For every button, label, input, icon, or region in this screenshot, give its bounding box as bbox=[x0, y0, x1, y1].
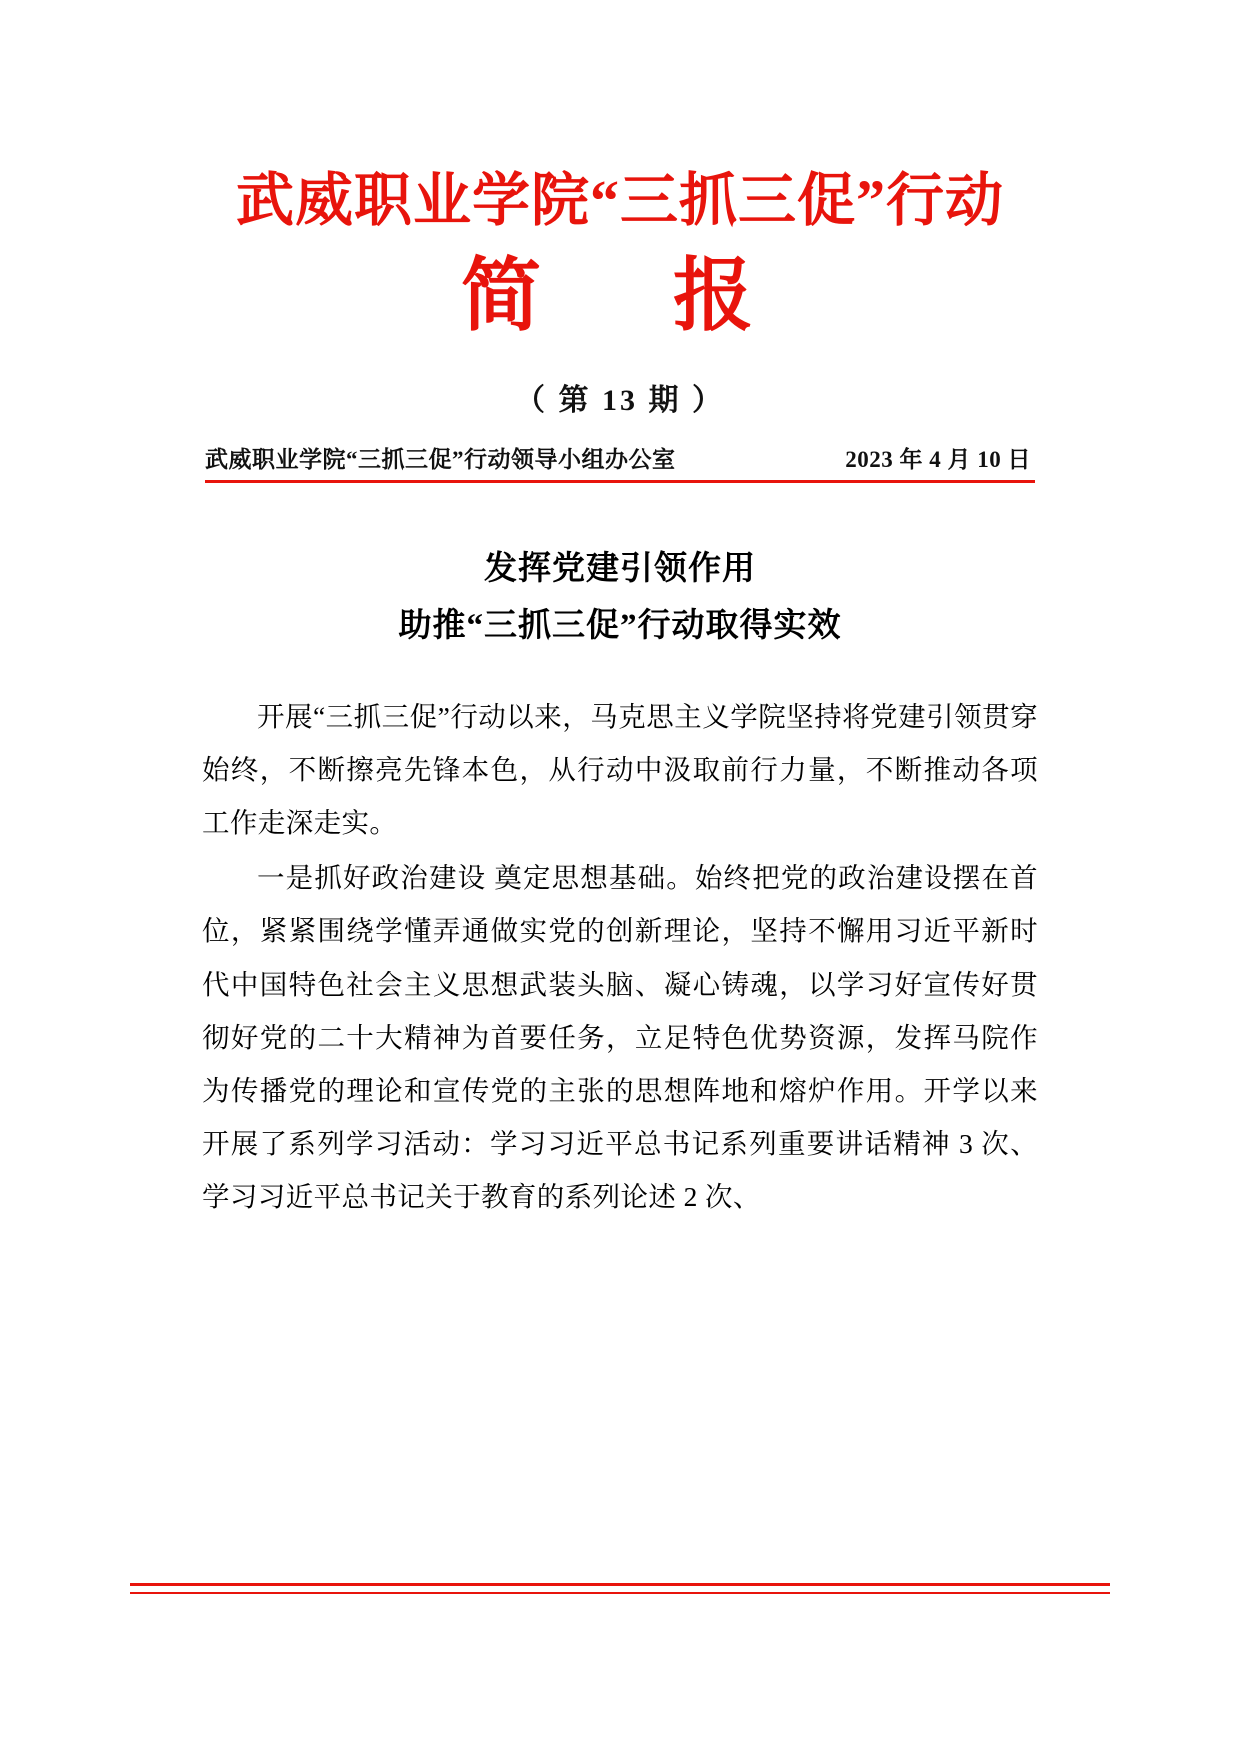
footer-rule-thick bbox=[130, 1583, 1110, 1586]
issue-number: （ 第 13 期 ） bbox=[515, 383, 725, 417]
paragraph: 开展“三抓三促”行动以来，马克思主义学院坚持将党建引领贯穿始终，不断擦亮先锋本色，从行动中汲取前行力量，不断推动各项工作走深走实。 bbox=[202, 701, 1038, 839]
footer-divider bbox=[0, 1583, 1240, 1594]
page-title-line2: 助推“三抓三促”行动取得实效 bbox=[398, 608, 842, 645]
masthead-divider-rule bbox=[205, 480, 1035, 483]
masthead bbox=[205, 0, 1035, 351]
issuing-office: 武威职业学院“三抓三促”行动领导小组办公室 bbox=[205, 446, 676, 472]
article-body bbox=[202, 690, 1038, 1223]
masthead-title-line1: 武威职业学院“三抓三促”行动 bbox=[235, 168, 1004, 233]
masthead-title-line2: 简 报 bbox=[461, 252, 779, 341]
page-title bbox=[205, 541, 1035, 657]
publication-date: 2023 年 4 月 10 日 bbox=[845, 446, 1031, 472]
footer-rule-thin bbox=[130, 1592, 1110, 1594]
page-title-line1: 发挥党建引领作用 bbox=[484, 550, 756, 587]
masthead-byline bbox=[205, 441, 1035, 480]
paragraph: 一是抓好政治建设 奠定思想基础。始终把党的政治建设摆在首位，紧紧围绕学懂弄通做实党的创新理论，坚持不懈用习近平新时代中国特色社会主义思想武装头脑、凝心铸魂，以学习好宣传好贯彻好党的二十大精神为首要任务，立足特色优势资源，发挥马院作为传播党的理论和宣传党的主张的思想阵地和熔炉作用。开学以来开展了系列学习活动：学习习近平总书记系列重要讲话精神 3 次、学习习近平总书记关于教育的系列论述 2 次、 bbox=[202, 862, 1038, 1212]
